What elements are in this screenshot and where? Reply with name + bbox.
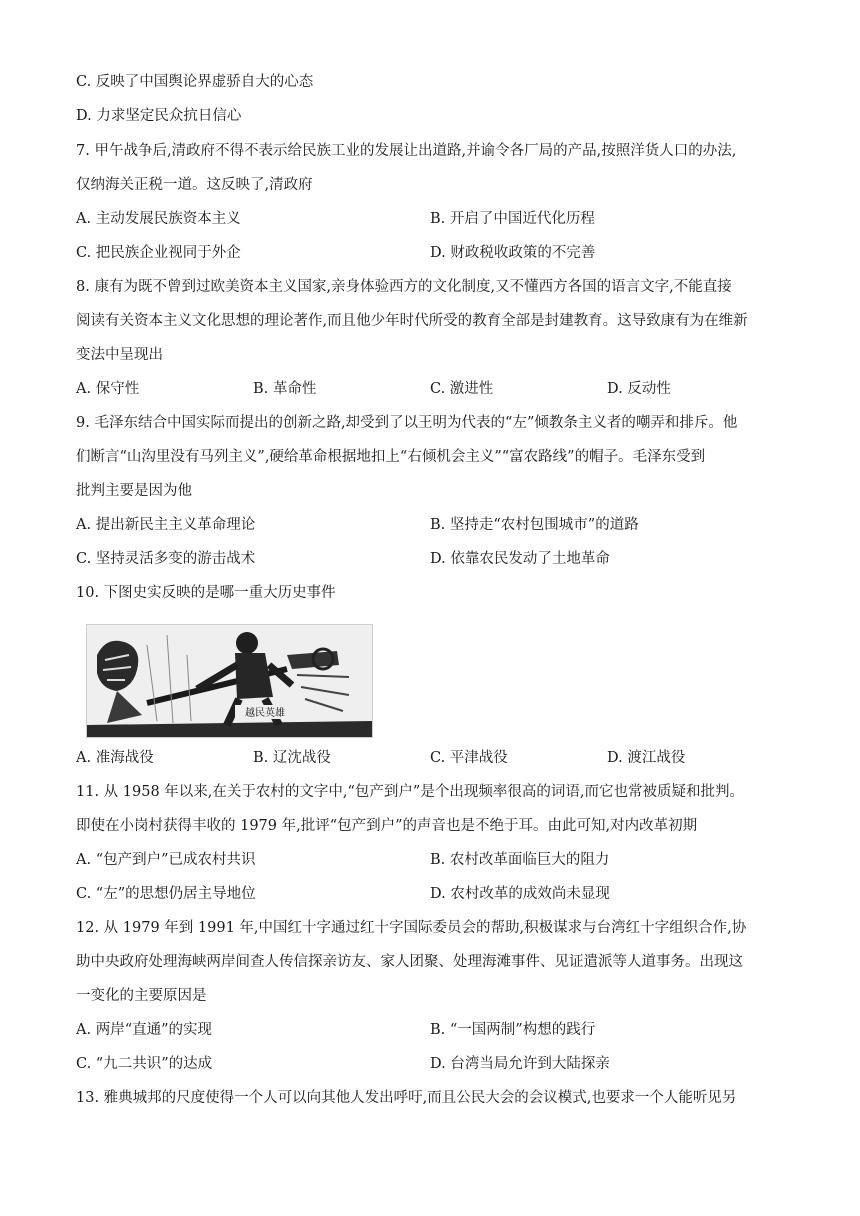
q12-option-d: D. 台湾当局允许到大陆探亲 bbox=[430, 1056, 610, 1072]
q7-option-a: A. 主动发展民族资本主义 bbox=[76, 211, 241, 227]
q9-option-a: A. 提出新民主主义革命理论 bbox=[76, 517, 256, 533]
q10-option-a: A. 准海战役 bbox=[76, 750, 154, 766]
q10-woodcut-figure bbox=[86, 624, 373, 738]
q11-option-a: A. “包产到户”已成农村共识 bbox=[76, 852, 256, 868]
q8-option-d: D. 反动性 bbox=[607, 381, 671, 397]
q10-option-b: B. 辽沈战役 bbox=[253, 750, 331, 766]
q7-stem-line-2: 仅纳海关正税一道。这反映了,清政府 bbox=[76, 177, 313, 193]
q7-option-b: B. 开启了中国近代化历程 bbox=[430, 211, 595, 227]
q9-stem-line-2: 们断言“山沟里没有马列主义”,硬给革命根据地扣上“右倾机会主义”“富农路线”的帽子。毛泽东受到 bbox=[76, 449, 706, 465]
q12-option-b: B. “一国两制”构想的践行 bbox=[430, 1022, 596, 1038]
q12-option-c: C. “九二共识”的达成 bbox=[76, 1056, 213, 1072]
q12-stem-line-3: 一变化的主要原因是 bbox=[76, 988, 207, 1004]
q8-option-c: C. 激进性 bbox=[430, 381, 494, 397]
q11-stem-line-1: 11. 从 1958 年以来,在关于农村的文字中,“包产到户”是个出现频率很高的词语,而它也常被质疑和批判。 bbox=[76, 784, 744, 800]
q7-option-c: C. 把民族企业视同于外企 bbox=[76, 245, 241, 261]
woodcut-caption-text: 越民英雄 bbox=[245, 708, 285, 719]
woodcut-illustration bbox=[87, 625, 372, 737]
q8-stem-line-1: 8. 康有为既不曾到过欧美资本主义国家,亲身体验西方的文化制度,又不懂西方各国的语言文字,不能直接 bbox=[76, 279, 732, 295]
q12-option-a: A. 两岸“直通”的实现 bbox=[76, 1022, 213, 1038]
q9-option-c: C. 坚持灵活多变的游击战术 bbox=[76, 551, 256, 567]
q9-option-d: D. 依靠农民发动了土地革命 bbox=[430, 551, 610, 567]
q8-stem-line-3: 变法中呈现出 bbox=[76, 347, 163, 363]
q11-option-b: B. 农村改革面临巨大的阻力 bbox=[430, 852, 610, 868]
q9-stem-line-3: 批判主要是因为他 bbox=[76, 483, 192, 499]
q11-stem-line-2: 即使在小岗村获得丰收的 1979 年,批评“包产到户”的声音也是不绝于耳。由此可知,对内改革初期 bbox=[76, 818, 698, 834]
q11-option-c: C. “左”的思想仍居主导地位 bbox=[76, 886, 256, 902]
q11-option-d: D. 农村改革的成效尚未显现 bbox=[430, 886, 610, 902]
q10-option-d: D. 渡江战役 bbox=[607, 750, 686, 766]
q10-option-c: C. 平津战役 bbox=[430, 750, 508, 766]
q8-stem-line-2: 阅读有关资本主义文化思想的理论著作,而且他少年时代所受的教育全部是封建教育。这导致康有为在维新 bbox=[76, 313, 748, 329]
q6-option-c: C. 反映了中国舆论界虚骄自大的心态 bbox=[76, 74, 314, 90]
q8-option-a: A. 保守性 bbox=[76, 381, 140, 397]
q7-stem-line-1: 7. 甲午战争后,清政府不得不表示给民族工业的发展让出道路,并谕令各厂局的产品,按照洋货人口的办法, bbox=[76, 143, 737, 159]
q6-option-d: D. 力求坚定民众抗日信心 bbox=[76, 108, 242, 124]
q13-stem-line-1: 13. 雅典城邦的尺度使得一个人可以向其他人发出呼吁,而且公民大会的会议模式,也要求一个人能听见另 bbox=[76, 1090, 737, 1106]
q8-option-b: B. 革命性 bbox=[253, 381, 317, 397]
q9-option-b: B. 坚持走“农村包围城市”的道路 bbox=[430, 517, 639, 533]
q9-stem-line-1: 9. 毛泽东结合中国实际而提出的创新之路,却受到了以王明为代表的“左”倾教条主义者的嘲弄和排斥。他 bbox=[76, 415, 738, 431]
q12-stem-line-2: 助中央政府处理海峡两岸间查人传信探亲访友、家人团聚、处理海滩事件、见证遣派等人道事务。出现这 bbox=[76, 954, 743, 970]
q12-stem-line-1: 12. 从 1979 年到 1991 年,中国红十字通过红十字国际委员会的帮助,积极谋求与台湾红十字组织合作,协 bbox=[76, 920, 747, 936]
q7-option-d: D. 财政税收政策的不完善 bbox=[430, 245, 596, 261]
q10-stem: 10. 下图史实反映的是哪一重大历史事件 bbox=[76, 585, 336, 601]
